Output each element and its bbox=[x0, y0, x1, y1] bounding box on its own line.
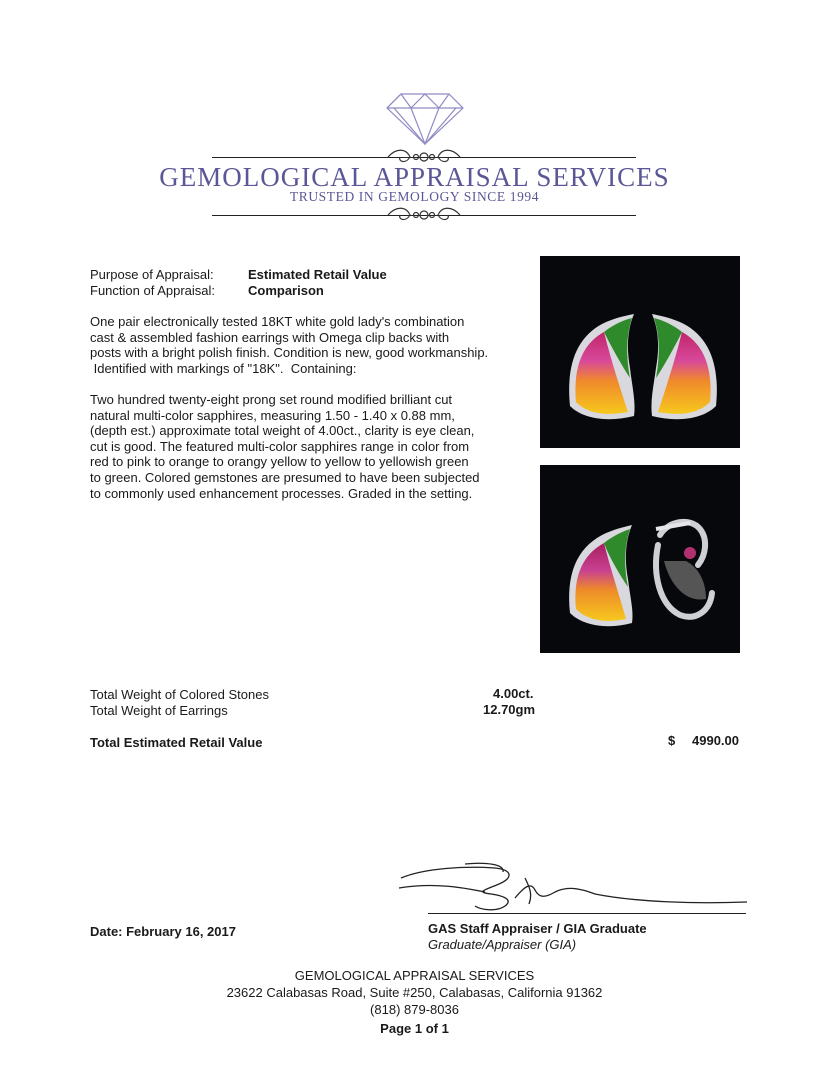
purpose-row bbox=[90, 267, 387, 283]
company-tagline: TRUSTED IN GEMOLOGY SINCE 1994 bbox=[289, 189, 540, 204]
signature bbox=[395, 858, 755, 918]
text-line: red to pink to orange to orangy yellow to yellow to yellowish green bbox=[90, 454, 469, 470]
description-paragraph-1 bbox=[90, 314, 510, 376]
company-name: GEMOLOGICAL APPRAISAL SERVICES bbox=[159, 162, 670, 192]
page-number: Page 1 of 1 bbox=[380, 1021, 449, 1036]
text-line: cast & assembled fashion earrings with Omega clip backs with bbox=[90, 329, 450, 345]
appraisal-date: Date: February 16, 2017 bbox=[90, 924, 236, 939]
function-value: Comparison bbox=[248, 283, 324, 298]
text-line: posts with a bright polish finish. Condition is new, good workmanship. bbox=[90, 345, 489, 361]
earrings-weight-value: 12.70gm bbox=[483, 702, 536, 717]
earrings-photo-front bbox=[540, 256, 740, 448]
text-line: to commonly used enhancement processes. Graded in the setting. bbox=[90, 485, 473, 501]
footer-company: GEMOLOGICAL APPRAISAL SERVICES bbox=[294, 968, 535, 983]
appraiser-credential: Graduate/Appraiser (GIA) bbox=[428, 937, 577, 952]
text-line: One pair electronically tested 18KT white gold lady's combination bbox=[90, 314, 465, 329]
retail-value-label: Total Estimated Retail Value bbox=[90, 735, 263, 750]
function-label: Function of Appraisal: bbox=[90, 283, 216, 298]
footer-address: 23622 Calabasas Road, Suite #250, Calabasas, California 91362 bbox=[226, 985, 603, 1000]
currency-symbol: $ bbox=[668, 733, 676, 748]
function-row bbox=[90, 283, 324, 299]
text-line: Two hundred twenty-eight prong set round modified brilliant cut bbox=[90, 392, 453, 407]
text-line: to green. Colored gemstones are presumed to have been subjected bbox=[90, 469, 480, 485]
text-line: Identified with markings of "18K". Containing: bbox=[90, 360, 357, 376]
stones-weight-label: Total Weight of Colored Stones bbox=[90, 687, 269, 702]
diamond-icon bbox=[385, 92, 465, 146]
footer-phone: (818) 879-8036 bbox=[370, 1002, 459, 1017]
earrings-weight-label: Total Weight of Earrings bbox=[90, 703, 228, 718]
signature-line bbox=[428, 913, 746, 914]
text-line: cut is good. The featured multi-color sapphires range in color from bbox=[90, 438, 470, 454]
text-line: (depth est.) approximate total weight of 4.00ct., clarity is eye clean, bbox=[90, 423, 475, 439]
appraiser-title: GAS Staff Appraiser / GIA Graduate bbox=[428, 921, 647, 936]
retail-value: 4990.00 bbox=[692, 733, 739, 748]
stones-weight-value: 4.00ct. bbox=[493, 686, 534, 701]
earrings-photo-side bbox=[540, 465, 740, 653]
purpose-label: Purpose of Appraisal: bbox=[90, 267, 214, 282]
description-paragraph-2 bbox=[90, 392, 510, 501]
purpose-value: Estimated Retail Value bbox=[248, 267, 387, 282]
flourish-bottom bbox=[384, 204, 464, 226]
text-line: natural multi-color sapphires, measuring 1.50 - 1.40 x 0.88 mm, bbox=[90, 407, 455, 423]
